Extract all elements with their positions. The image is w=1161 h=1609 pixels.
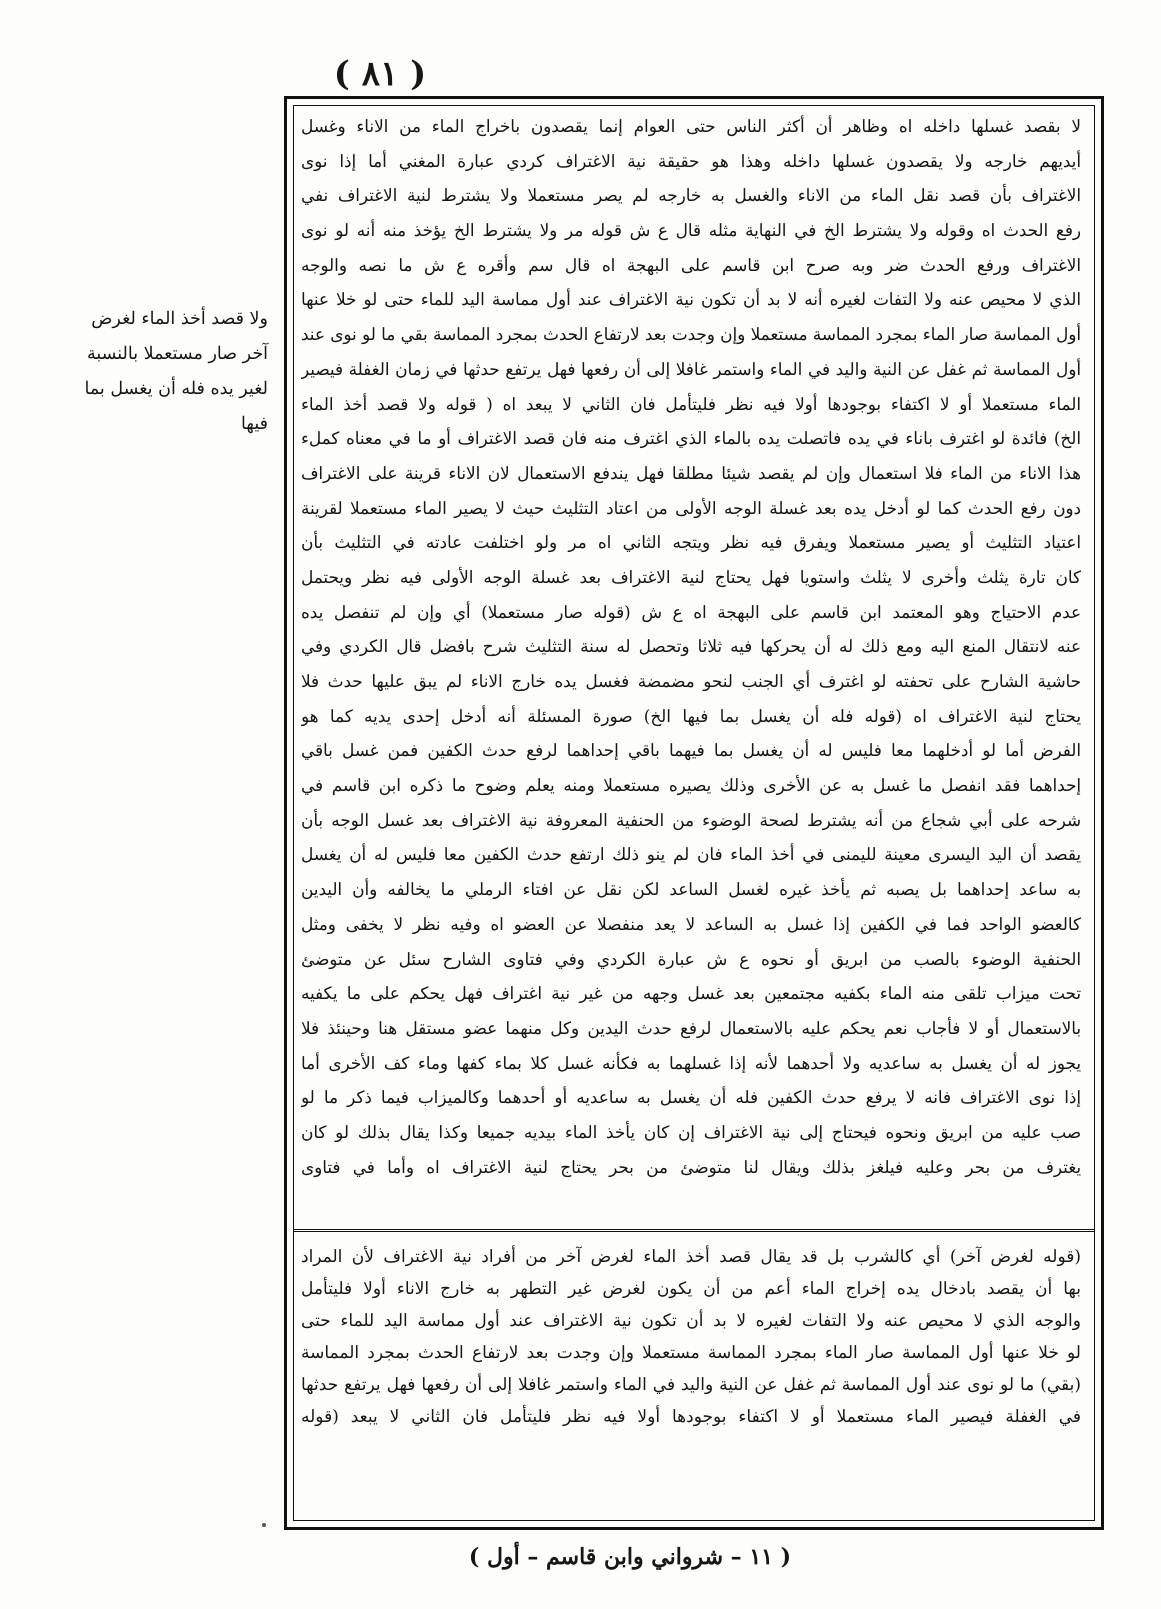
text-line: الخ) فائدة لو اغترف باناء في يده فاتصلت يده بالماء الذي اغترف منه فان قصد الاغتراف أو ما في معناه كملء (301, 428, 1081, 449)
margin-note (40, 302, 268, 442)
margin-line: آخر صار مستعملا بالنسبة (86, 344, 268, 364)
text-line: به ساعد إحداهما بل يصبه ثم يأخذ غيره لغسل الساعد لكن نقل عن افتاء الرملي ما يخالفه وأن اليدين (301, 879, 1081, 900)
page-number: ( ٨١ ) (333, 54, 427, 94)
text-line: كالعضو الواحد فما في الكفين إذا غسل به الساعد لا يعد منفصلا عن العضو اه وفيه نظر لا يخفى ومثل (301, 913, 1081, 934)
text-line: يقصد أن اليد اليسرى معينة لليمنى في أخذ الماء فان لم ينو ذلك ارتفع حدث الكفين معا فليس له أن يغسل (301, 844, 1081, 865)
text-line: إحداهما فقد انفصل ما غسل به عن الأخرى وذلك يصيره مستعملا ومنه يعلم وضوح ما ذكره ابن قاسم في (301, 775, 1081, 796)
text-line: الفرض أما لو أدخلهما معا فليس له أن يغسل بما فيهما باقي إحداهما لرفع حدث الكفين فمن غسل باقي (301, 740, 1081, 761)
text-line: حاشية الشارح على تحفته لو اغترف أي الجنب لنحو مضمضة فغسل يده خارج الاناء لم يبق عليها حدث فلا (301, 671, 1081, 691)
margin-line: لغير يده فله أن يغسل بما (84, 379, 268, 399)
text-line: صب عليه من ابريق ونحوه فيحتاج إلى نية الاغتراف إن كان يأخذ الماء بيديه جميعا وكذا يقال بذلك لو كان (301, 1121, 1081, 1142)
text-line: إذا نوى الاغتراف فانه لا يرفع حدث الكفين فله أن يغسل به ساعديه أو أحدهما وكالميزاب فيما ذكر ما لو (301, 1087, 1081, 1108)
footnote-line: لو خلا عنها أول المماسة صار الماء بمجرد المماسة مستعملا وإن وجدت بعد لارتفاع الحدث بمجرد المماسة (301, 1343, 1081, 1363)
text-line: شرحه على أبي شجاع من أنه يشترط لصحة الوضوء من الحنفية المعروفة نية الاغتراف بعد غسل الوجه بأن (301, 809, 1081, 830)
margin-line: ولا قصد أخذ الماء لغرض (91, 309, 268, 329)
text-line: يغترف من بحر وعليه فيلغز بذلك ويقال لنا متوضئ من بحر يحتاج لنية الاغتراف اه وأما في فتاوى (301, 1156, 1081, 1177)
footnote-line: (بقي) ما لو نوى عند أول المماسة ثم غفل عن النية واليد في الماء واستمر غافلا إلى أن رفعها فهل يرتفع حدثها (301, 1375, 1081, 1395)
text-line: أول المماسة ثم غفل عن النية واليد في الماء واستمر غافلا إلى أن رفعها فهل يرتفع حدثها في زمان الغفلة فيصير (301, 358, 1081, 379)
text-line: اعتياد التثليث أو يصير مستعملا ويفرق فيه نظر ويتجه الثاني اه مر ولو اختلفت عادته في التثليث بأن (301, 532, 1081, 553)
text-line: تحت ميزاب تلقى منه الماء بكفيه مجتمعين بعد غسل وجهه من غير نية اغتراف فهل يحكم على ما يكفيه (301, 983, 1081, 1004)
scan-speck (262, 1523, 266, 1527)
section-divider (293, 1229, 1095, 1232)
footnote-commentary (301, 1241, 1081, 1511)
text-line: الاغتراف ورفع الحدث ضر وبه صرح ابن قاسم على البهجة اه قال سم وأقره ع ش ما نصه والوجه (301, 254, 1081, 275)
main-commentary (301, 109, 1081, 1221)
text-line: كان تارة يثلث وأخرى لا يثلث واستويا فهل يحتاج لنية الاغتراف بعد غسلة الوجه الأولى فيه نظر ويحتمل (301, 566, 1081, 587)
text-line: أول المماسة صار الماء بمجرد المماسة مستعملا وإن وجدت بعد لارتفاع الحدث بمجرد المماسة بقي ما لو نوى عند (301, 324, 1081, 345)
text-line: الذي لا محيص عنه ولا التفات لغيره أنه لا بد أن تكون نية الاغتراف عند أول مماسة اليد للماء حتى لو خلا عنها (301, 289, 1081, 310)
text-line: عدم الاحتياج وهو المعتمد ابن قاسم على البهجة اه ع ش (قوله صار مستعملا) أي وإن لم تنفصل يده (301, 601, 1081, 622)
text-line: الحنفية الوضوء بالصب من ابريق أو نحوه ع ش عبارة الكردي وفي فتاوى الشارح سئل عن متوضئ (301, 948, 1081, 969)
text-line: الاغتراف بأن قصد نقل الماء من الاناء والغسل به خارجه لم يصر مستعملا ولا يشترط لنية الاغتراف نفي (301, 185, 1081, 206)
footnote-line: بها أن يقصد بادخال يده إخراج الماء أعم من أن يكون لغرض غير التطهر به خارج الاناء أولا فليتأمل (301, 1279, 1081, 1299)
footnote-line: (قوله لغرض آخر) أي كالشرب بل قد يقال قصد أخذ الماء لغرض آخر من أفراد نية الاغتراف لأن المراد (301, 1247, 1081, 1267)
text-line: بالاستعمال أو لا فأجاب نعم يحكم عليه بالاستعمال لرفع حدث اليدين وكل منهما عضو مستقل هنا وحينئذ فلا (301, 1017, 1081, 1038)
margin-line: فيها (240, 414, 268, 434)
text-line: عنه لانتقال المنع اليه ومع ذلك له أن يحركها فيه ثلاثا وتحصل له سنة التثليث شرح بافضل قال الكردي وفي (301, 636, 1081, 657)
page-frame (284, 96, 1104, 1530)
text-line: دون رفع الحدث كما لو أدخل يده بعد غسلة الوجه الأولى من اعتاد التثليث حيث لا يصير الماء مستعملا لقرينة (301, 497, 1081, 518)
text-line: رفع الحدث اه وقوله ولا يشترط الخ في النهاية مثله قال ع ش قوله مر ولا يشترط الخ يؤخذ منه أنه لو نوى (301, 220, 1081, 241)
text-line: يحتاج لنية الاغتراف اه (قوله فله أن يغسل بما فيها الخ) صورة المسئلة أنه أدخل إحدى يديه كما هو (301, 705, 1081, 726)
text-line: الماء مستعملا أو لا اكتفاء بوجودها أولا فيه نظر فليتأمل فان الثاني لا يبعد اه ( قوله ولا قصد أخذ الماء (301, 393, 1081, 414)
text-line: هذا الاناء من الماء فلا استعمال وإن لم يقصد شيئا مطلقا فهل يندفع الاستعمال لان الاناء قرينة على الاغتراف (301, 462, 1081, 483)
text-line: لا بقصد غسلها داخله اه وظاهر أن أكثر الناس حتى العوام إنما يقصدون باخراج الماء من الاناء وغسل (301, 116, 1081, 136)
text-line: أيديهم خارجه ولا يقصدون غسلها داخله وهذا هو حقيقة نية الاغتراف كردي عبارة المغني أما إذا نوى (301, 150, 1081, 171)
signature-footer: ( ١١ – شرواني وابن قاسم – أول ) (468, 1544, 792, 1570)
footnote-line: في الغفلة فيصير الماء مستعملا أو لا اكتفاء بوجودها أولا فيه نظر فليتأمل فان الثاني لا يبعد (قوله (301, 1407, 1081, 1427)
text-line: يجوز له أن يغسل به ساعديه ولا أحدهما لأنه إذا غسلهما به فكأنه غسل كلا بماء كفها وماء كف الأخرى أما (301, 1052, 1081, 1073)
footnote-line: والوجه الذي لا محيص عنه ولا التفات لغيره لا بد أن تكون نية الاغتراف عند أول مماسة اليد للماء حتى (301, 1311, 1081, 1331)
